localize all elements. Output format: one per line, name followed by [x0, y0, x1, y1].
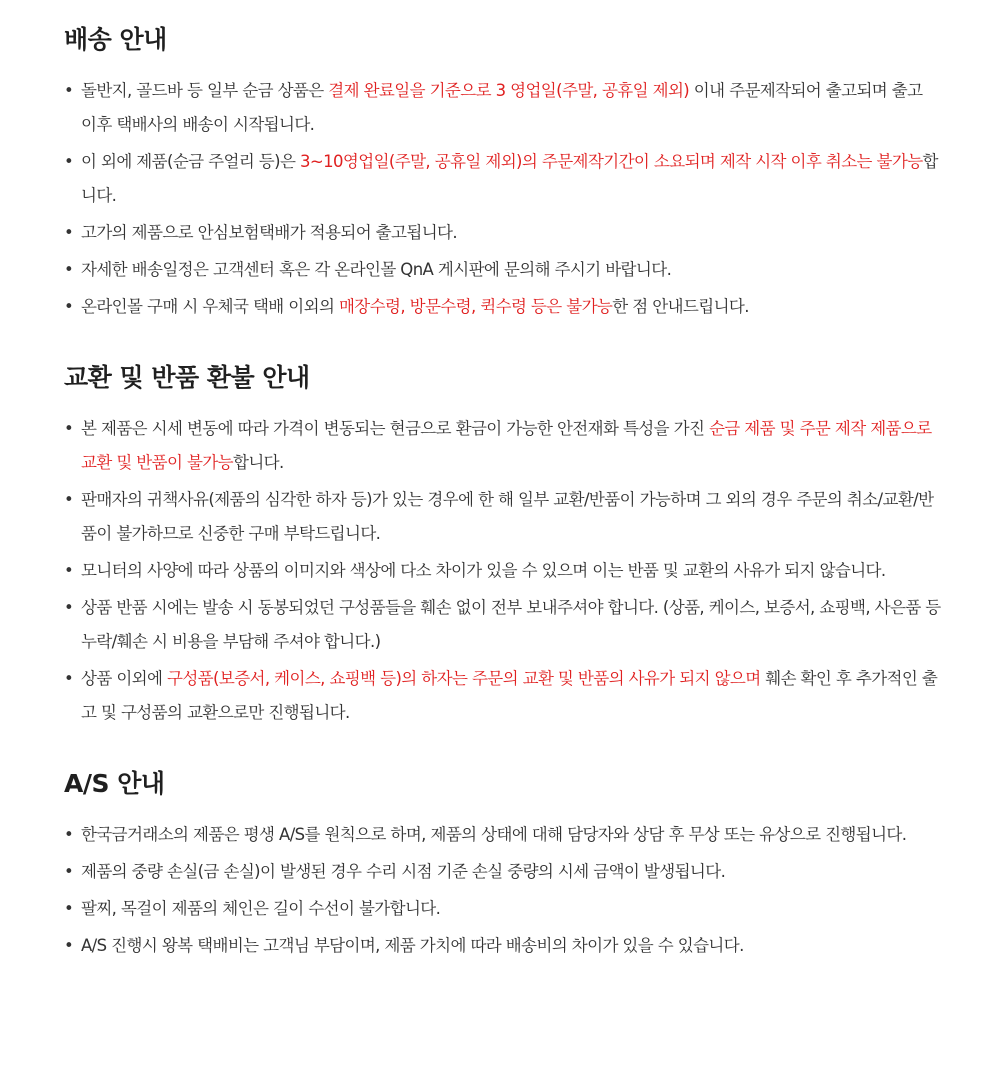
- bullet-dot: •: [64, 899, 74, 918]
- item-text: A/S 진행시 왕복 택배비는 고객님 부담이며, 제품 가치에 따라 배송비의 차이가 있을 수 있습니다.: [81, 936, 744, 955]
- item-text: 합니다.: [81, 152, 938, 205]
- item-text: 온라인몰 구매 시 우체국 택배 이외의: [81, 297, 339, 316]
- highlight-text: 순금 제품 및 주문 제작 제품으로 교환 및 반품이 불가능: [81, 419, 932, 472]
- shipping-item-4: [64, 253, 941, 287]
- item-text: 훼손 확인 후 추가적인 출고 및 구성품의 교환으로만 진행됩니다.: [81, 669, 938, 722]
- bullet-dot: •: [64, 598, 74, 617]
- exchange-item-5: [64, 662, 941, 730]
- item-text: 본 제품은 시세 변동에 따라 가격이 변동되는 현금으로 환금이 가능한 안전재화 특성을 가진: [81, 419, 709, 438]
- as-item-3: [64, 892, 941, 926]
- bullet-dot: •: [64, 862, 74, 881]
- exchange-return-list: [64, 412, 1000, 730]
- highlight-text: 결제 완료일을 기준으로 3 영업일(주말, 공휴일 제외): [328, 81, 690, 100]
- bullet-dot: •: [64, 936, 74, 955]
- bullet-dot: •: [64, 81, 74, 100]
- highlight-text: 매장수령, 방문수령, 퀵수령 등은 불가능: [338, 297, 613, 316]
- shipping-list: [64, 74, 1000, 324]
- item-text: 이 외에 제품(순금 주얼리 등)은: [81, 152, 300, 171]
- section-exchange-return: [64, 358, 1000, 730]
- item-text: 모니터의 사양에 따라 상품의 이미지와 색상에 다소 차이가 있을 수 있으며 이는 반품 및 교환의 사유가 되지 않습니다.: [81, 561, 886, 580]
- exchange-item-2: [64, 483, 941, 551]
- bullet-dot: •: [64, 669, 74, 688]
- item-text: 판매자의 귀책사유(제품의 심각한 하자 등)가 있는 경우에 한 해 일부 교환/반품이 가능하며 그 외의 경우 주문의 취소/교환/반품이 불가하므로 신중한 구매 부탁드립니다.: [81, 490, 934, 543]
- item-text: 이내 주문제작되어 출고되며 출고 이후 택배사의 배송이 시작됩니다.: [81, 81, 923, 134]
- bullet-dot: •: [64, 825, 74, 844]
- item-text: 상품 반품 시에는 발송 시 동봉되었던 구성품들을 훼손 없이 전부 보내주셔야 합니다. (상품, 케이스, 보증서, 쇼핑백, 사은품 등 누락/훼손 시 비용을 부담해 주셔야 합니다.): [81, 598, 941, 651]
- section-shipping: [64, 20, 1000, 324]
- section-after-service: [64, 764, 1000, 963]
- section-title-shipping: 배송 안내: [64, 25, 167, 54]
- as-item-4: [64, 929, 941, 963]
- shipping-item-5: [64, 290, 941, 324]
- exchange-item-1: [64, 412, 941, 480]
- bullet-dot: •: [64, 419, 74, 438]
- item-text: 상품 이외에: [81, 669, 167, 688]
- item-text: 고가의 제품으로 안심보험택배가 적용되어 출고됩니다.: [81, 223, 458, 242]
- exchange-item-3: [64, 554, 941, 588]
- item-text: 자세한 배송일정은 고객센터 혹은 각 온라인몰 QnA 게시판에 문의해 주시기 바랍니다.: [81, 260, 672, 279]
- shipping-item-2: [64, 145, 941, 213]
- bullet-dot: •: [64, 152, 74, 171]
- item-text: 한 점 안내드립니다.: [612, 297, 749, 316]
- item-text: 돌반지, 골드바 등 일부 순금 상품은: [81, 81, 329, 100]
- as-item-2: [64, 855, 941, 889]
- highlight-text: 3~10영업일(주말, 공휴일 제외)의 주문제작기간이 소요되며 제작 시작 이후 취소는 불가능: [299, 152, 923, 171]
- bullet-dot: •: [64, 490, 74, 509]
- after-service-list: [64, 818, 1000, 963]
- item-text: 합니다.: [233, 453, 284, 472]
- section-title-after-service: A/S 안내: [64, 769, 165, 798]
- bullet-dot: •: [64, 260, 74, 279]
- item-text: 제품의 중량 손실(금 손실)이 발생된 경우 수리 시점 기준 손실 중량의 시세 금액이 발생됩니다.: [81, 862, 726, 881]
- item-text: 팔찌, 목걸이 제품의 체인은 길이 수선이 불가합니다.: [81, 899, 441, 918]
- exchange-item-4: [64, 591, 941, 659]
- shipping-item-3: [64, 216, 941, 250]
- bullet-dot: •: [64, 223, 74, 242]
- as-item-1: [64, 818, 941, 852]
- item-text: 한국금거래소의 제품은 평생 A/S를 원칙으로 하며, 제품의 상태에 대해 담당자와 상담 후 무상 또는 유상으로 진행됩니다.: [81, 825, 907, 844]
- section-title-exchange-return: 교환 및 반품 환불 안내: [64, 363, 310, 392]
- bullet-dot: •: [64, 561, 74, 580]
- bullet-dot: •: [64, 297, 74, 316]
- shipping-item-1: [64, 74, 941, 142]
- highlight-text: 구성품(보증서, 케이스, 쇼핑백 등)의 하자는 주문의 교환 및 반품의 사유가 되지 않으며: [167, 669, 761, 688]
